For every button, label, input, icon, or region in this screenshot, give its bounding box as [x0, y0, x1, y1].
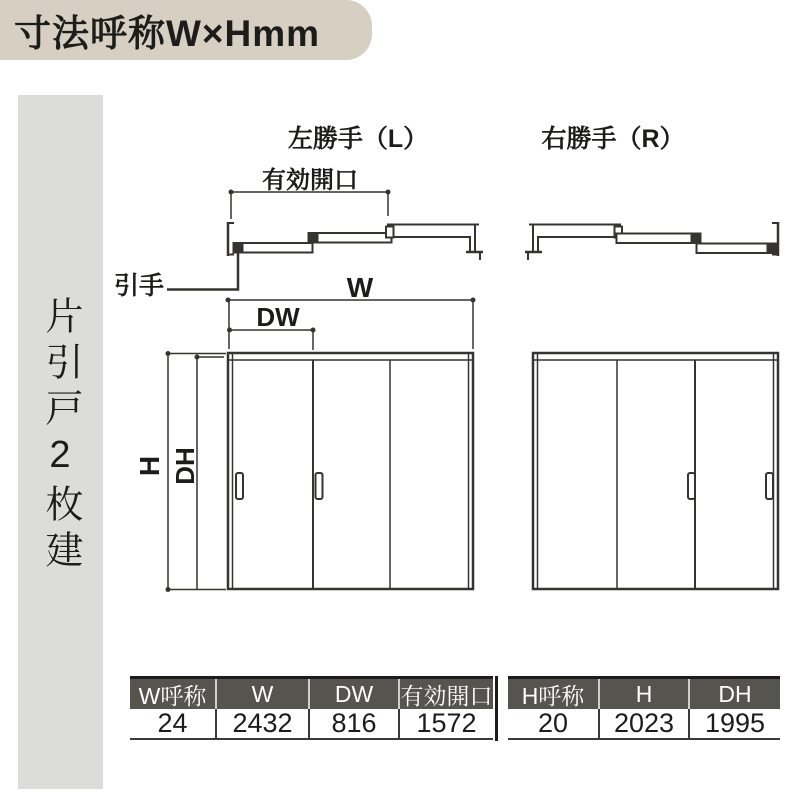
page-title: 寸法呼称W×Hmm [14, 13, 321, 54]
dw-dim-label: DW [256, 302, 300, 332]
width-table-value: 1572 [398, 709, 493, 738]
side-band-label: 片引戸2枚建 [39, 296, 81, 576]
height-table-header: H呼称 [521, 682, 585, 709]
height-table-value: 20 [537, 708, 569, 738]
width-table-header: W [215, 679, 308, 709]
plan-left-rear-panel [309, 233, 392, 243]
section-title-left: 左勝手（L） [287, 125, 429, 153]
plan-view-left [167, 190, 483, 290]
elevation-right-handle-1 [688, 473, 695, 499]
elevation-left [166, 298, 476, 593]
width-dimension-table [130, 676, 493, 740]
elevation-left-handle-2 [316, 473, 323, 499]
plan-right-front-panel [697, 244, 777, 254]
height-table-data-row [508, 709, 780, 740]
width-table-data-row [130, 709, 493, 740]
height-table-header: DH [688, 679, 780, 709]
elevation-left-handle-1 [236, 473, 243, 499]
table-divider [495, 676, 498, 741]
width-table-header: DW [308, 679, 398, 709]
width-table-value: 2432 [215, 709, 308, 738]
plan-left-front-panel [234, 243, 313, 253]
height-dimension-table [508, 676, 780, 740]
dh-dim-label: DH [169, 447, 200, 485]
height-table-header: H [598, 679, 688, 709]
height-table-value: 2023 [598, 709, 688, 738]
plan-left-front-pull [234, 243, 244, 253]
width-table-header-row [130, 679, 493, 709]
plan-view-right [525, 222, 779, 260]
section-title-right: 右勝手（R） [541, 125, 685, 153]
plan-right-rear-pull [691, 234, 701, 244]
width-table-value: 24 [157, 708, 188, 738]
pull-handle-leader [167, 253, 238, 290]
plan-right-front-pull [767, 244, 777, 254]
pull-handle-label: 引手 [113, 272, 164, 300]
height-table-header-row [508, 679, 780, 709]
height-table-value: 1995 [688, 709, 780, 738]
plan-left-rear-pull [309, 233, 319, 243]
w-dim-label: W [346, 272, 374, 303]
h-dim-label: H [134, 455, 165, 477]
width-table-header: W呼称 [138, 682, 207, 709]
width-table-value: 816 [308, 709, 398, 738]
plan-right-rear-panel [617, 234, 701, 244]
effective-opening-label: 有効開口 [262, 167, 358, 194]
elevation-right-handle-2 [766, 473, 773, 499]
elevation-right [533, 353, 778, 589]
width-table-header: 有効開口 [398, 679, 493, 709]
